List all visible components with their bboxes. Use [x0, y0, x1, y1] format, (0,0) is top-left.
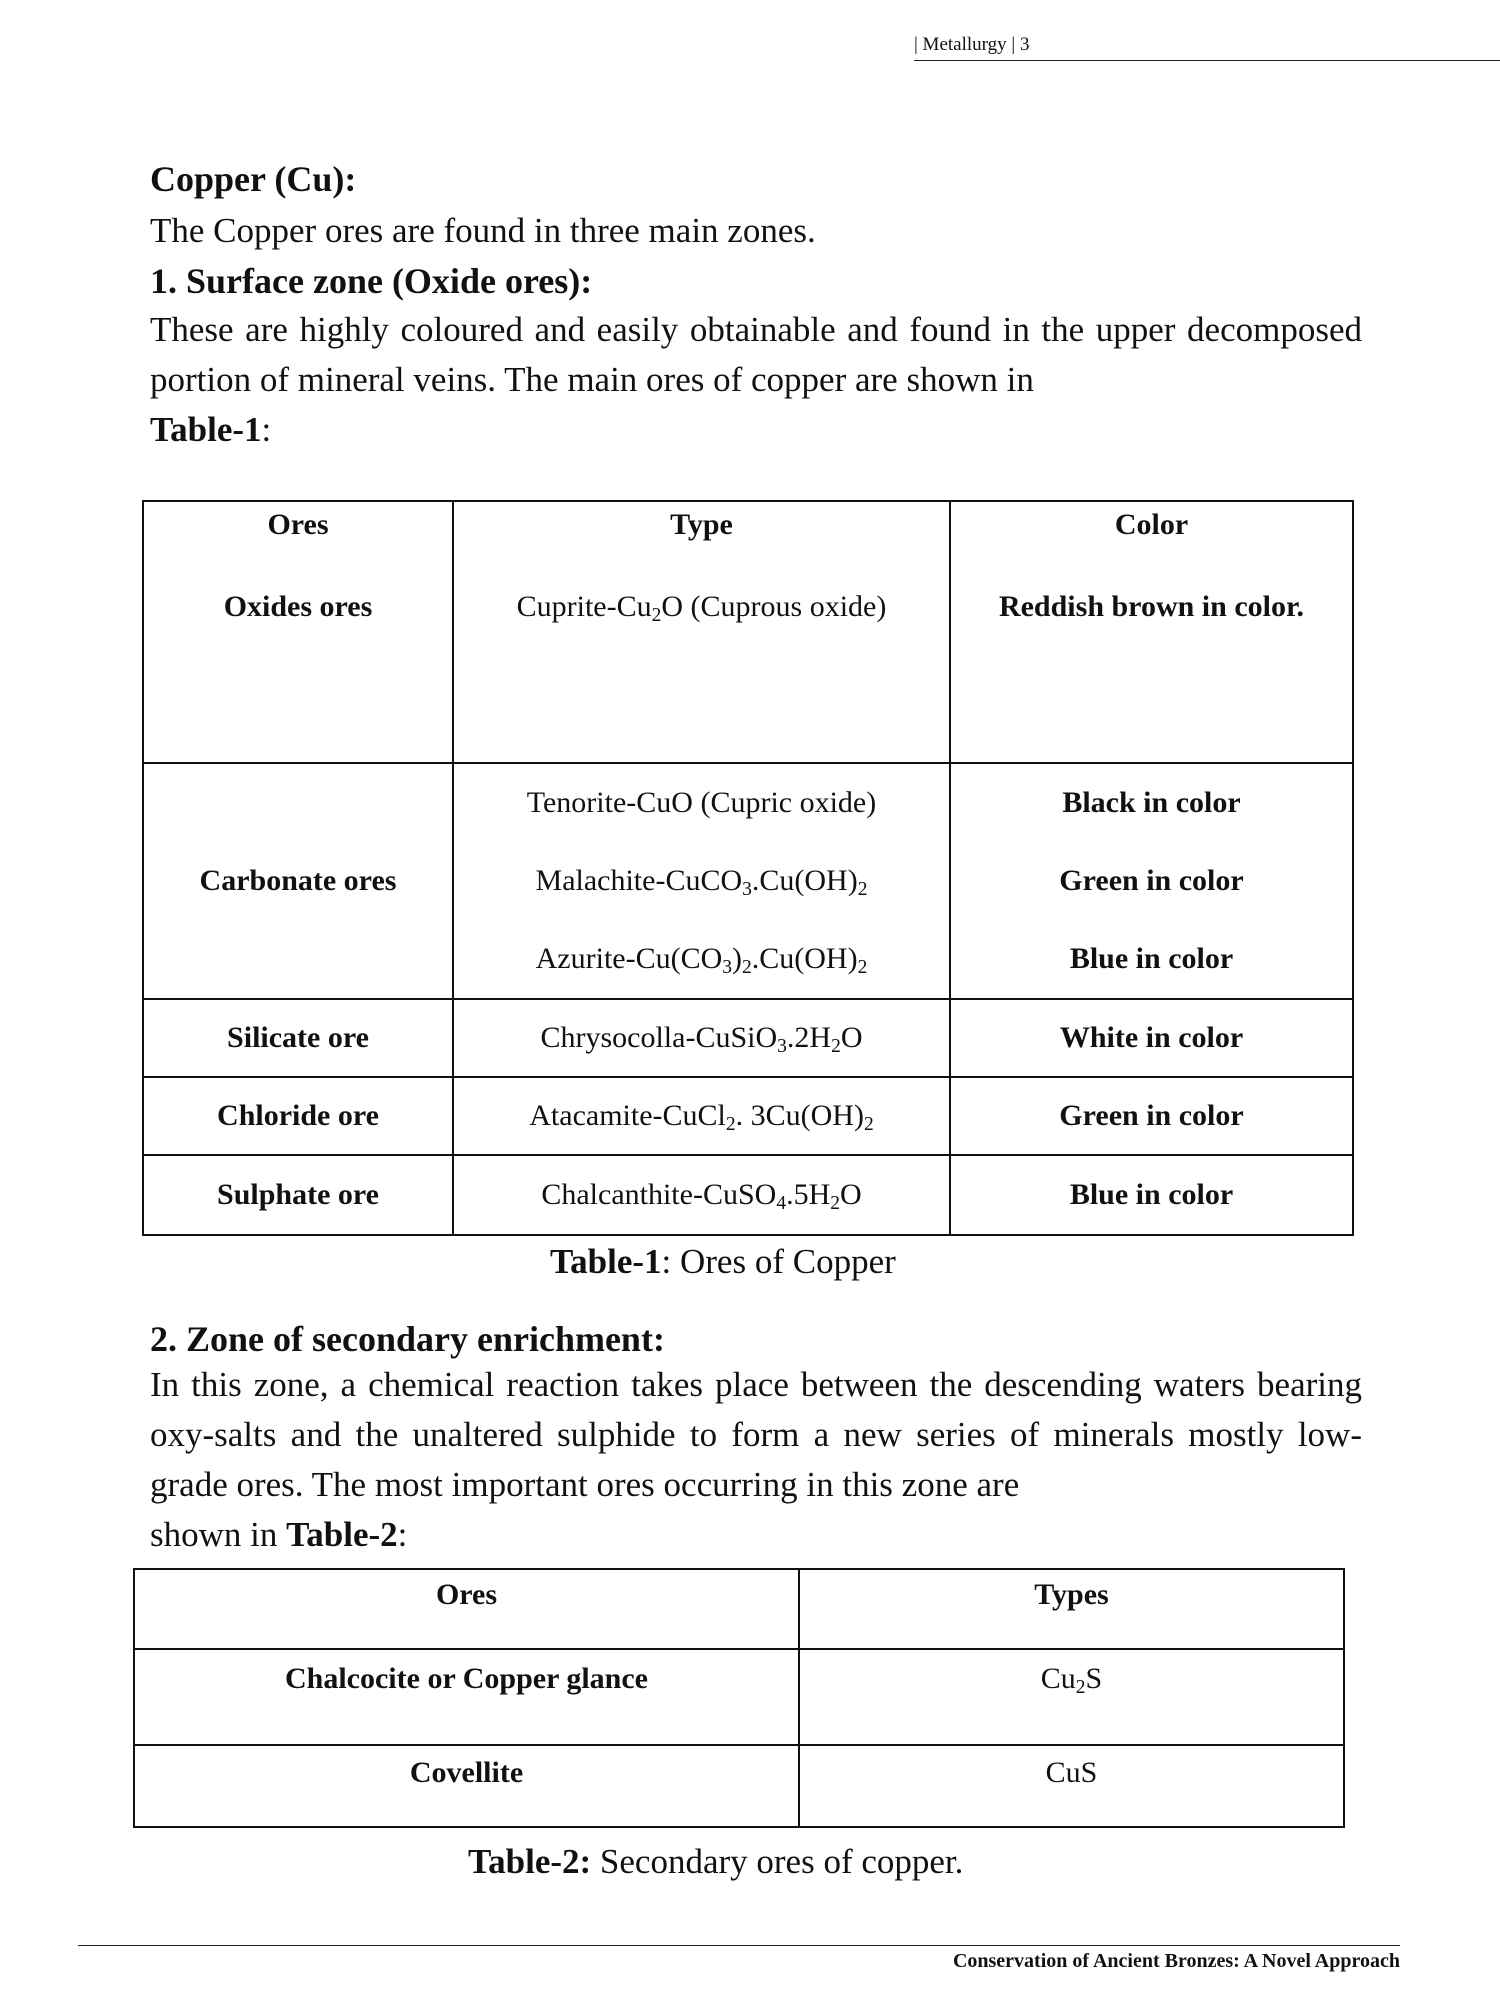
color-malachite: Green in color	[1059, 864, 1244, 897]
type-cuprite: Cuprite-$Cu_2O$ (Cuprous oxide)	[516, 590, 887, 626]
type-atacamite: Atacamite-CuCl$_2$. $3Cu(OH)_2$	[453, 1077, 950, 1155]
color-tenorite: Black in color	[1062, 786, 1241, 819]
type-chalcanthite: Chalcanthite-$CuSO_4.5H_2O$	[453, 1155, 950, 1235]
col-header-ores: Ores	[267, 508, 329, 541]
zone1-heading: 1. Surface zone (Oxide ores):	[150, 261, 593, 301]
table-cell	[950, 763, 1353, 999]
ore-chalcocite: Chalcocite or Copper glance	[134, 1649, 799, 1745]
type-chalcocite: $Cu_2S$	[799, 1649, 1344, 1745]
section-title: Copper (Cu):	[150, 159, 357, 199]
table-2-caption: Table-2: Secondary ores of copper.	[468, 1842, 964, 1881]
type-chrysocolla: Chrysocolla-$CuSiO_3.2H_2O$	[453, 999, 950, 1077]
table-cell	[453, 501, 950, 763]
col-header-type: Type	[670, 508, 733, 541]
zone2-table-ref: Table-2	[286, 1515, 398, 1554]
color-chrysocolla: White in color	[950, 999, 1353, 1077]
ore-chloride: Chloride ore	[143, 1077, 453, 1155]
table-row	[143, 501, 1353, 763]
zone2-text: In this zone, a chemical reaction takes place between the descending waters bearing oxy-salts and the unaltered sulphide to form a new series of minerals mostly low-grade ores. The most important ores occurring in this zone are	[150, 1365, 1362, 1504]
table-row	[143, 999, 1353, 1077]
ore-sulphate: Sulphate ore	[143, 1155, 453, 1235]
color-chalcanthite: Blue in color	[950, 1155, 1353, 1235]
table-row	[134, 1745, 1344, 1827]
table-1-caption: Table-1: Ores of Copper	[550, 1242, 896, 1281]
zone1-table-ref: Table-1	[150, 410, 262, 449]
color-cuprite: Reddish brown in color.	[998, 590, 1305, 623]
section-intro: The Copper ores are found in three main zones.	[150, 211, 816, 250]
ore-silicate: Silicate ore	[143, 999, 453, 1077]
type-tenorite: Tenorite-CuO (Cupric oxide)	[526, 786, 877, 819]
table-cell	[453, 763, 950, 999]
type-azurite: Azurite-$Cu(CO_3)_2.Cu(OH)_2$	[535, 942, 868, 978]
table-row	[143, 1155, 1353, 1235]
zone1-text: These are highly coloured and easily obtainable and found in the upper decomposed portion of mineral veins. The main ores of copper are shown in	[150, 310, 1362, 399]
table-row	[134, 1649, 1344, 1745]
table-2	[133, 1568, 1345, 1828]
footer-text: Conservation of Ancient Bronzes: A Novel Approach	[952, 1950, 1400, 1972]
header-rule	[914, 60, 1500, 61]
zone1-paragraph	[150, 305, 1362, 455]
running-header-text: | Metallurgy | 3	[914, 34, 1030, 55]
zone2-paragraph: In this zone, a chemical reaction takes place between the descending waters bearing oxy-salts and the unaltered sulphide to form a new series of minerals mostly low-grade ores. The most important ores occurring in this zone are shown in Table-2:	[150, 1365, 1362, 1554]
col-header-color: Color	[1114, 508, 1189, 541]
table-cell	[143, 501, 453, 763]
table-1	[142, 500, 1354, 1236]
zone1-ref-suffix: :	[261, 410, 272, 449]
color-atacamite: Green in color	[950, 1077, 1353, 1155]
color-azurite: Blue in color	[1069, 942, 1234, 975]
ore-covellite: Covellite	[134, 1745, 799, 1827]
table-row	[143, 763, 1353, 999]
type-malachite: Malachite-$CuCO_3.Cu(OH)_2$	[535, 864, 868, 900]
table-row	[134, 1569, 1344, 1649]
ore-carbonate: Carbonate ores	[143, 763, 453, 999]
ore-oxides: Oxides ores	[223, 590, 373, 623]
col-header-types: Types	[799, 1569, 1344, 1649]
type-covellite: CuS	[799, 1745, 1344, 1827]
table-row	[143, 1077, 1353, 1155]
col-header-ores: Ores	[134, 1569, 799, 1649]
table-cell	[950, 501, 1353, 763]
zone2-heading: 2. Zone of secondary enrichment:	[150, 1319, 665, 1359]
running-header	[0, 30, 1500, 62]
footer-rule	[78, 1945, 1400, 1946]
